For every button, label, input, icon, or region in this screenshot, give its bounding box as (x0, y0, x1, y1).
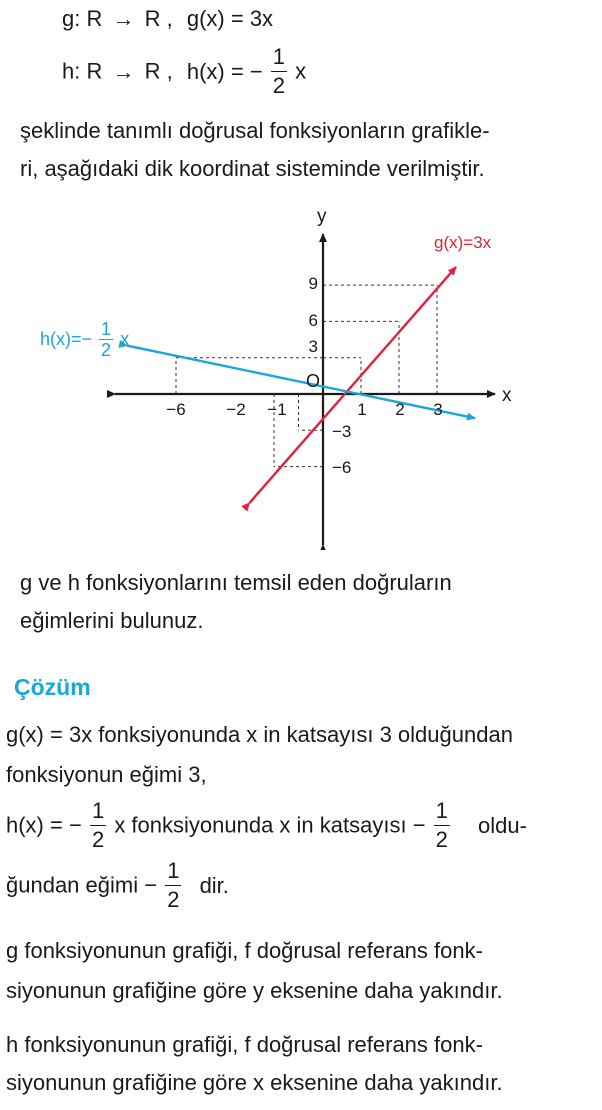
h-fraction (271, 46, 287, 97)
y-axis-label: y (317, 206, 327, 227)
fraction-denominator: 2 (272, 73, 286, 98)
x-tick-label: −2 (226, 400, 246, 419)
solution-paragraph-4-line-2: siyonunun grafiğine göre y eksenine daha yakındır. (6, 978, 503, 1003)
g-series-label: g(x)=3x (434, 233, 492, 252)
x-tick-label: 1 (357, 400, 367, 419)
question-line-1: g ve h fonksiyonlarını temsil eden doğruların (20, 570, 452, 595)
h-definition (62, 46, 306, 97)
solution-paragraph-1-line-2: fonksiyonun eğimi 3, (6, 762, 207, 787)
slope-text: ğundan eğimi − (6, 872, 158, 898)
x-tick-label: 3 (433, 400, 443, 419)
intro-line-1: şeklinde tanımlı doğrusal fonksiyonların grafikle- (20, 118, 490, 143)
arrow-symbol: → (112, 58, 135, 84)
solution-paragraph-2 (6, 800, 527, 851)
solution-paragraph-4-line-1: g fonksiyonunun grafiği, f doğrusal referans fonk- (6, 938, 483, 963)
h-series-label (40, 320, 129, 359)
g-prefix: g: R (62, 6, 103, 31)
g-definition (62, 6, 273, 32)
x-tick-label: 2 (395, 400, 405, 419)
fraction-denominator: 2 (91, 827, 105, 852)
g-rule: g(x) = 3x (186, 6, 274, 31)
arrow-symbol: → (112, 6, 135, 31)
solution-paragraph-5-line-1: h fonksiyonunun grafiği, f doğrusal referans fonk- (6, 1032, 483, 1057)
y-tick-label: 3 (308, 337, 318, 356)
question-line-2: eğimlerini bulunuz. (20, 608, 204, 633)
x-axis-label: x (502, 385, 512, 406)
fraction-denominator: 2 (101, 340, 112, 360)
h-label-fraction (99, 320, 113, 359)
g-function-line (250, 267, 457, 503)
y-tick-label: −6 (332, 458, 352, 477)
fraction-numerator: 1 (165, 860, 181, 886)
fraction-numerator: 1 (434, 800, 450, 826)
solution-paragraph-3 (6, 860, 229, 911)
y-tick-label: 9 (308, 274, 318, 293)
h-expression: h(x) = − (6, 812, 82, 838)
intro-line-2: ri, aşağıdaki dik koordinat sisteminde verilmiştir. (20, 156, 485, 181)
x-tick-label: −6 (166, 400, 186, 419)
h-label-variable: x (120, 329, 130, 349)
fraction-numerator: 1 (101, 319, 112, 339)
fraction-numerator: 1 (90, 800, 106, 826)
coordinate-graph (0, 200, 602, 550)
h-codomain: R , (144, 58, 173, 84)
coefficient-text: x fonksiyonunda x in katsayısı − (114, 812, 426, 838)
origin-label: O (306, 371, 321, 391)
y-tick-label: 6 (308, 311, 318, 330)
continuation-text: oldu- (478, 812, 527, 838)
h-rule: h(x) = − (186, 58, 263, 84)
fraction-denominator: 2 (167, 887, 180, 912)
g-codomain: R , (144, 6, 173, 31)
solution-paragraph-5-line-2: siyonunun grafiğine göre x eksenine daha yakındır. (6, 1070, 503, 1095)
h-label-prefix: h(x)=− (40, 329, 93, 349)
fraction-numerator: 1 (271, 46, 287, 72)
x-tick-label: −1 (267, 400, 287, 419)
fraction-denominator: 2 (435, 827, 448, 852)
h-variable: x (295, 58, 307, 84)
solution-fraction (90, 800, 106, 851)
solution-paragraph-1-line-1: g(x) = 3x fonksiyonunda x in katsayısı 3 olduğundan (6, 722, 513, 747)
solution-heading: Çözüm (14, 674, 91, 700)
h-prefix: h: R (62, 58, 103, 84)
solution-fraction (434, 800, 450, 851)
y-tick-label: −3 (332, 422, 352, 441)
ending-text: dir. (199, 872, 229, 898)
solution-fraction (165, 860, 181, 911)
